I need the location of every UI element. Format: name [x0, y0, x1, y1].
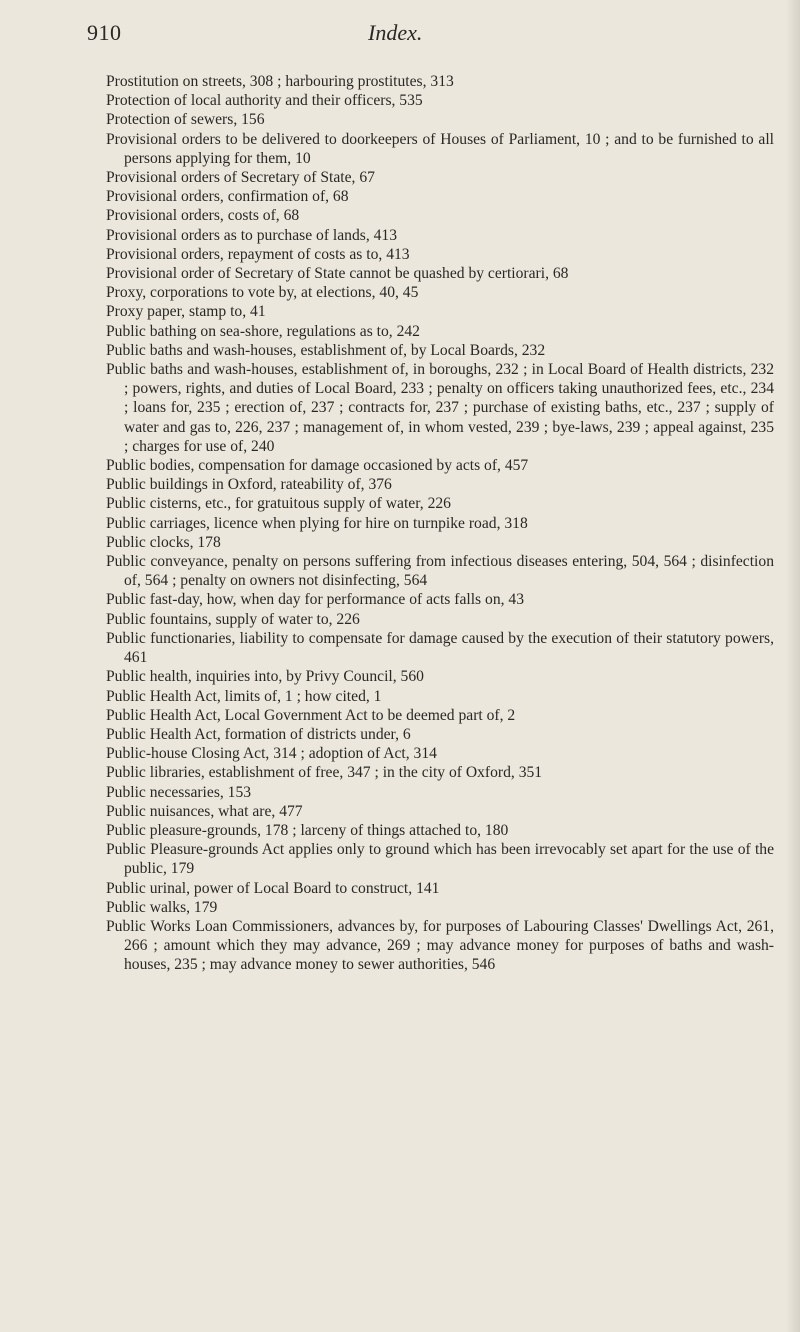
- running-title: Index.: [368, 20, 423, 45]
- index-entry: Public cisterns, etc., for gratuitous supply of water, 226: [106, 495, 451, 513]
- index-entry: Public-house Closing Act, 314 ; adoption of Act, 314: [106, 745, 437, 763]
- index-entry: Provisional orders, costs of, 68: [106, 207, 300, 225]
- index-entry: Public pleasure-grounds, 178 ; larceny of things attached to, 180: [106, 821, 509, 839]
- index-entry: Public functionaries, liability to compensate for damage caused by the execution of their statutory powers, 461: [106, 629, 774, 667]
- index-entry: Public urinal, power of Local Board to construct, 141: [106, 879, 440, 897]
- index-entry: Protection of sewers, 156: [106, 111, 265, 129]
- index-entry: Public bathing on sea-shore, regulations as to, 242: [106, 322, 420, 340]
- index-entry: Public nuisances, what are, 477: [106, 802, 303, 820]
- page-edge-shadow: [786, 0, 800, 1332]
- index-entry: Public Works Loan Commissioners, advances by, for purposes of Labouring Classes' Dwellings Act, 261, 266 ; amount which they may advance, 269 ; may advance money for purposes of baths and wash-houses, 235 ; may advance money to sewer authorities, 546: [106, 917, 774, 974]
- index-entries: [106, 72, 774, 975]
- index-entry: Public fountains, supply of water to, 226: [106, 610, 360, 628]
- index-entry: Public buildings in Oxford, rateability of, 376: [106, 476, 392, 494]
- page-header: [0, 20, 800, 56]
- index-entry: Provisional orders, confirmation of, 68: [106, 188, 349, 206]
- index-entry: Public baths and wash-houses, establishment of, by Local Boards, 232: [106, 341, 546, 359]
- index-entry: Provisional orders of Secretary of State, 67: [106, 169, 375, 187]
- index-entry: Public Pleasure-grounds Act applies only to ground which has been irrevocably set apart for the use of the public, 179: [106, 841, 774, 878]
- index-entry: Proxy, corporations to vote by, at elections, 40, 45: [106, 284, 419, 302]
- index-entry: Protection of local authority and their officers, 535: [106, 92, 423, 110]
- index-entry: Public fast-day, how, when day for performance of acts falls on, 43: [106, 591, 525, 609]
- index-entry: Public conveyance, penalty on persons suffering from infectious diseases entering, 504, 564 ; disinfection of, 564 ; penalty on owners not disinfecting, 564: [106, 553, 774, 590]
- index-entry: Public Health Act, limits of, 1 ; how cited, 1: [106, 687, 382, 705]
- index-entry: Public libraries, establishment of free, 347 ; in the city of Oxford, 351: [106, 764, 543, 782]
- index-entry: Provisional order of Secretary of State cannot be quashed by certiorari, 68: [106, 265, 569, 283]
- index-entry: Public bodies, compensation for damage occasioned by acts of, 457: [106, 457, 529, 475]
- index-entry: Provisional orders as to purchase of lands, 413: [106, 226, 398, 244]
- index-entry: Public necessaries, 153: [106, 783, 252, 801]
- index-entry: Public carriages, licence when plying for hire on turnpike road, 318: [106, 514, 528, 532]
- index-entry: Public clocks, 178: [106, 533, 221, 551]
- index-entry: Public walks, 179: [106, 898, 218, 916]
- index-entry: Public baths and wash-houses, establishment of, in boroughs, 232 ; in Local Board of Health districts, 232 ; powers, rights, and duties of Local Board, 233 ; penalty on officers taking unauthorized fees, etc., 234 ; loans for, 235 ; erection of, 237 ; contracts for, 237 ; purchase of existing baths, etc., 237 ; supply of water and gas to, 226, 237 ; management of, in whom vested, 239 ; bye-laws, 239 ; appeal against, 235 ; charges for use of, 240: [106, 361, 774, 455]
- index-entry: Proxy paper, stamp to, 41: [106, 303, 266, 321]
- index-entry: Prostitution on streets, 308 ; harbouring prostitutes, 313: [106, 73, 454, 90]
- index-entry: Public Health Act, Local Government Act to be deemed part of, 2: [106, 706, 516, 724]
- page-number: 910: [87, 20, 122, 45]
- index-entry: Provisional orders to be delivered to doorkeepers of Houses of Parliament, 10 ; and to be furnished to all persons applying for them, 10: [106, 130, 774, 167]
- index-entry: Public health, inquiries into, by Privy Council, 560: [106, 668, 424, 686]
- index-entry: Public Health Act, formation of districts under, 6: [106, 725, 411, 743]
- index-entry: Provisional orders, repayment of costs as to, 413: [106, 245, 410, 263]
